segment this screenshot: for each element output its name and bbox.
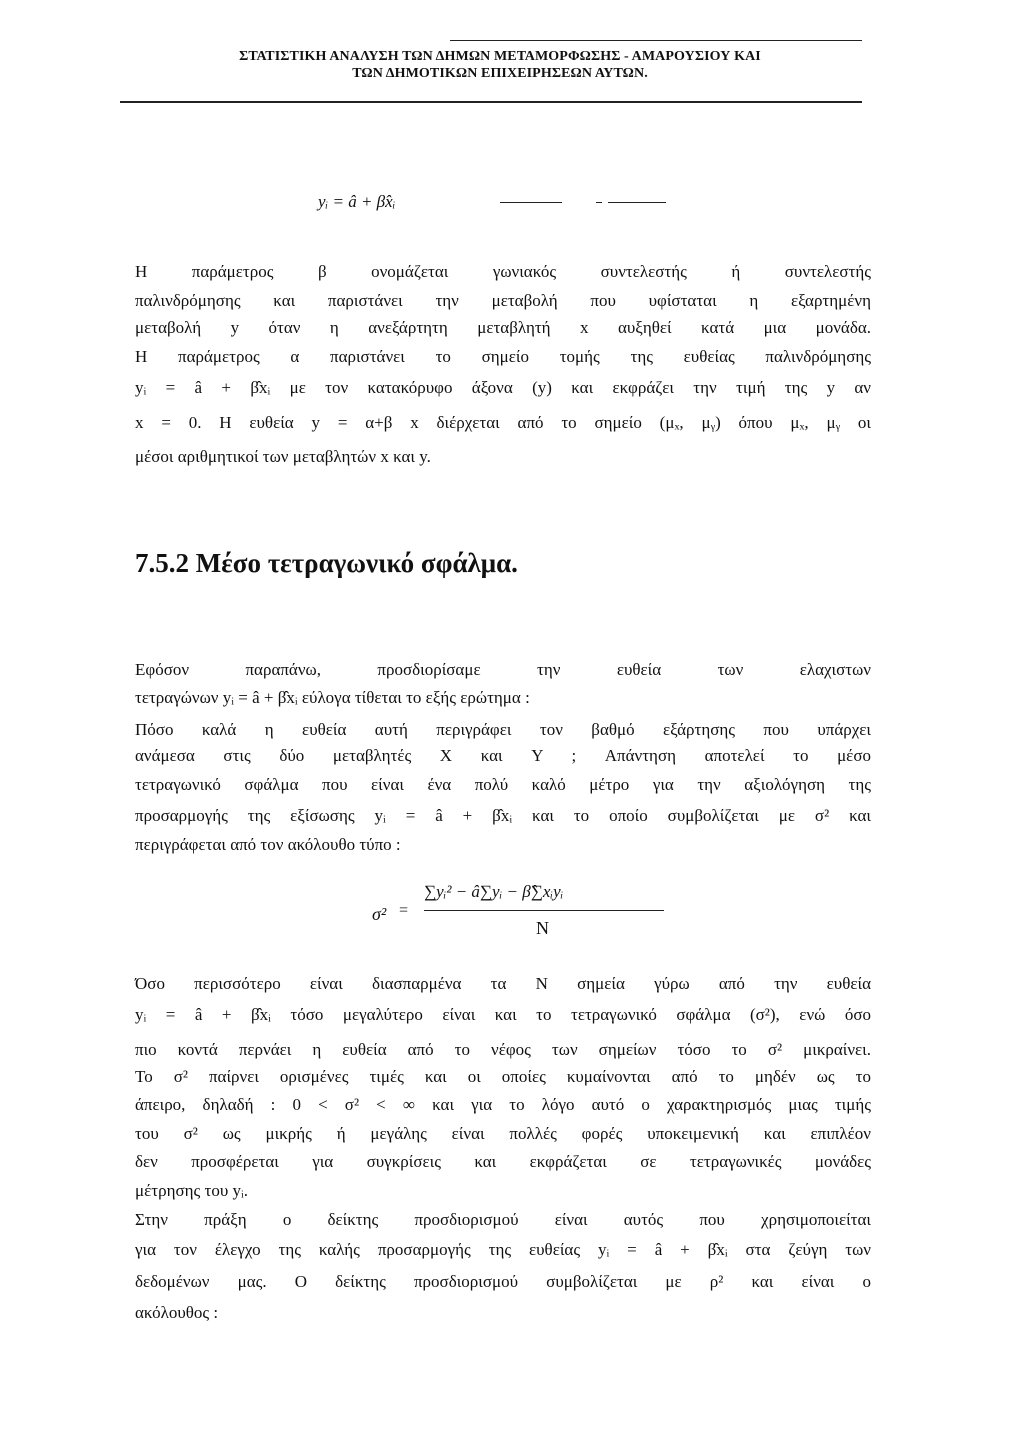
paragraph-3-line: Όσο περισσότερο είναι διασπαρμένα τα N σημεία γύρω από την ευθεία <box>135 974 871 993</box>
paragraph-3-line: άπειρο, δηλαδή : 0 < σ² < ∞ και για το λόγο αυτό ο χαρακτηρισμός μιας τιμής <box>135 1095 871 1114</box>
header-bottom-rule <box>120 101 862 103</box>
paragraph-1-line: μέσοι αριθμητικοί των μεταβλητών x και y. <box>135 447 431 466</box>
fraction-bar <box>424 910 664 911</box>
equation-dash <box>608 202 666 203</box>
formula-lhs: σ² <box>372 904 387 924</box>
paragraph-1-line: x = 0. Η ευθεία y = α+β x διέρχεται από το σημείο (μₓ, μᵧ) όπου μₓ, μᵧ οι <box>135 413 871 432</box>
paragraph-2-line: τετραγώνων yᵢ = â + β̂xᵢ εύλογα τίθεται το εξής ερώτημα : <box>135 688 530 707</box>
paragraph-4-line: ακόλουθος : <box>135 1303 219 1322</box>
formula-equals: = <box>398 902 409 919</box>
mse-formula <box>372 880 692 950</box>
paragraph-1-line: yᵢ = â + β̂xᵢ με τον κατακόρυφο άξονα (y) και εκφράζει την τιμή της y αν <box>135 378 871 397</box>
paragraph-3-line: μέτρησης του yᵢ. <box>135 1181 249 1200</box>
paragraph-3-line: yᵢ = â + β̂xᵢ τόσο μεγαλύτερο είναι και το τετραγωνικό σφάλμα (σ²), ενώ όσο <box>135 1005 871 1024</box>
formula-numerator: ∑yᵢ² − â∑yᵢ − β̂∑xᵢyᵢ <box>424 882 564 901</box>
paragraph-3-line: δεν προσφέρεται για συγκρίσεις και εκφράζεται σε τετραγωνικές μονάδες <box>135 1152 871 1171</box>
paragraph-2-line: Εφόσον παραπάνω, προσδιορίσαμε την ευθεία των ελαχιστων <box>135 660 871 679</box>
paragraph-4-line: Στην πράξη ο δείκτης προσδιορισμού είναι αυτός που χρησιμοποιείται <box>135 1210 871 1229</box>
paragraph-2-line: ανάμεσα στις δύο μεταβλητές X και Y ; Απάντηση αποτελεί το μέσο <box>135 746 871 765</box>
paragraph-3-line: πιο κοντά περνάει η ευθεία από το νέφος των σημείων τόσο το σ² μικραίνει. <box>135 1040 871 1059</box>
equation-dash <box>500 202 562 203</box>
paragraph-3-line: Το σ² παίρνει ορισμένες τιμές και οι οποίες κυμαίνονται από το μηδέν ως το <box>135 1067 871 1086</box>
paragraph-2-line: Πόσο καλά η ευθεία αυτή περιγράφει τον βαθμό εξάρτησης που υπάρχει <box>135 720 871 739</box>
paragraph-3-line: του σ² ως μικρής ή μεγάλης είναι πολλές φορές υποκειμενική και επιπλέον <box>135 1124 871 1143</box>
paragraph-4-line: δεδομένων μας. Ο δείκτης προσδιορισμού συμβολίζεται με ρ² και είναι ο <box>135 1272 871 1291</box>
paragraph-2-line: προσαρμογής της εξίσωσης yᵢ = â + β̂xᵢ και το οποίο συμβολίζεται με σ² και <box>135 806 871 825</box>
header-line-2: ΤΩΝ ΔΗΜΟΤΙΚΩΝ ΕΠΙΧΕΙΡΗΣΕΩΝ ΑΥΤΩΝ. <box>352 66 648 81</box>
page-header <box>120 48 880 82</box>
header-top-rule <box>450 40 862 41</box>
equation-dash <box>596 202 602 203</box>
header-line-1: ΣΤΑΤΙΣΤΙΚΗ ΑΝΑΛΥΣΗ ΤΩΝ ΔΗΜΩΝ ΜΕΤΑΜΟΡΦΩΣΗΣ - ΑΜΑΡΟΥΣΙΟΥ ΚΑΙ <box>239 49 761 64</box>
regression-equation: yᵢ = â + β̂xᵢ <box>318 192 396 211</box>
paragraph-1-line: παλινδρόμησης και παριστάνει την μεταβολή που υφίσταται η εξαρτημένη <box>135 291 871 310</box>
paragraph-4-line: για τον έλεγχο της καλής προσαρμογής της ευθείας yᵢ = â + β̂xᵢ στα ζεύγη των <box>135 1240 871 1259</box>
paragraph-1-line: Η παράμετρος α παριστάνει το σημείο τομής της ευθείας παλινδρόμησης <box>135 347 871 366</box>
paragraph-1-line: μεταβολή y όταν η ανεξάρτητη μεταβλητή x αυξηθεί κατά μια μονάδα. <box>135 318 871 337</box>
paragraph-2-line: περιγράφεται από τον ακόλουθο τύπο : <box>135 835 401 854</box>
paragraph-2-line: τετραγωνικό σφάλμα που είναι ένα πολύ καλό μέτρο για την αξιολόγηση της <box>135 775 871 794</box>
formula-denominator: N <box>536 918 549 938</box>
paragraph-1-line: Η παράμετρος β ονομάζεται γωνιακός συντελεστής ή συντελεστής <box>135 262 871 281</box>
section-heading: 7.5.2 Μέσο τετραγωνικό σφάλμα. <box>135 548 518 578</box>
